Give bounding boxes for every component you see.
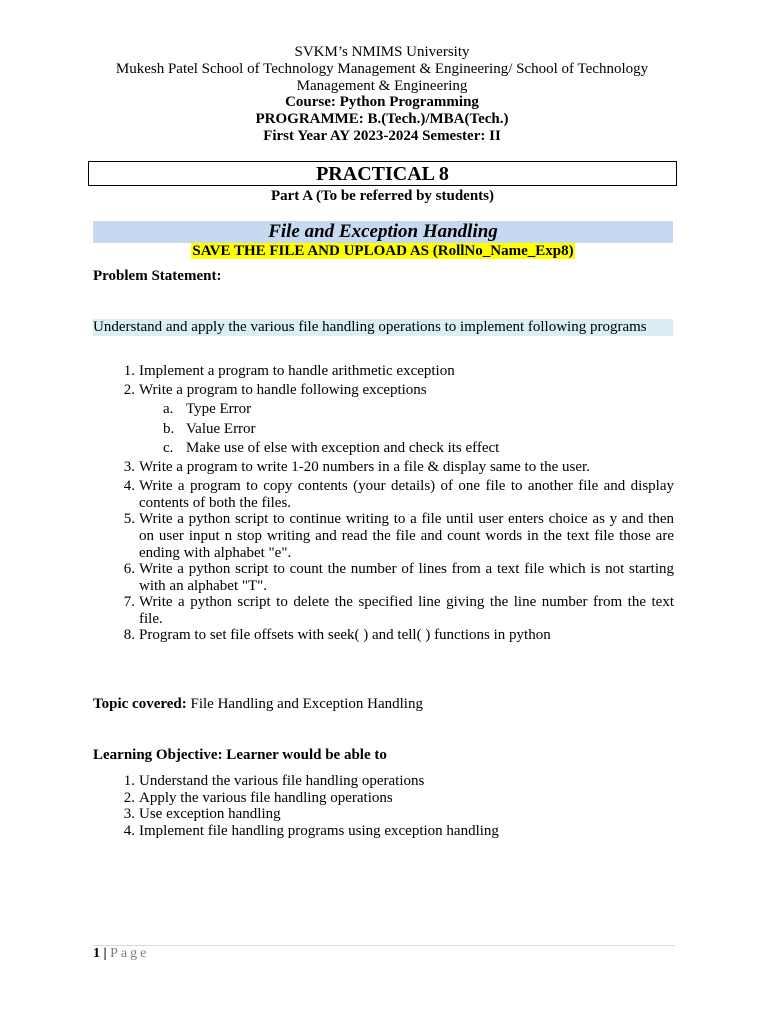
- sub-list-item-text: Make use of else with exception and check its effect: [186, 439, 500, 456]
- topic-covered-value: File Handling and Exception Handling: [190, 696, 423, 712]
- footer-separator: |: [103, 946, 107, 961]
- page-number: 1: [93, 946, 100, 961]
- list-item-text: Write a program to copy contents (your details) of one file to another file and display contents of both the files.: [139, 478, 674, 511]
- topic-title: File and Exception Handling: [93, 221, 673, 243]
- list-item-number: 4.: [123, 478, 135, 495]
- list-item-number: 8.: [123, 627, 135, 644]
- list-item-text: Use exception handling: [139, 806, 281, 823]
- list-item-number: 6.: [123, 561, 135, 578]
- list-item-number: 5.: [123, 511, 135, 528]
- list-item: [115, 806, 499, 823]
- school-name-line1: Mukesh Patel School of Technology Management & Engineering/ School of Technology: [115, 60, 649, 77]
- sub-list-item-text: Type Error: [186, 401, 252, 418]
- list-item-number: 4.: [123, 822, 135, 839]
- programme-name: PROGRAMME: B.(Tech.)/MBA(Tech.): [255, 111, 509, 128]
- list-item-number: 3.: [123, 458, 135, 475]
- problem-list: [115, 363, 674, 644]
- sub-list-item: [115, 440, 674, 457]
- footer-divider: [93, 945, 675, 946]
- list-item-text: Understand the various file handling operations: [139, 773, 425, 789]
- practical-title: PRACTICAL 8: [88, 161, 677, 186]
- list-item: [115, 561, 674, 594]
- sub-list-item-letter: c.: [163, 439, 174, 456]
- part-a-subtitle: Part A (To be referred by students): [270, 188, 495, 204]
- list-item-number: 3.: [123, 806, 135, 823]
- list-item: [115, 823, 499, 840]
- list-item-number: 2.: [123, 382, 135, 399]
- problem-statement-heading: Problem Statement:: [93, 268, 222, 284]
- page-label: Page: [110, 946, 150, 961]
- course-name: Course: Python Programming: [285, 94, 479, 111]
- list-item-number: 1.: [123, 363, 135, 379]
- school-name-line2: Management & Engineering: [296, 77, 468, 94]
- learning-objective-heading: Learning Objective: Learner would be able to: [93, 747, 387, 763]
- list-item: [115, 459, 674, 476]
- page-footer: [93, 946, 149, 962]
- list-item-text: Apply the various file handling operations: [139, 789, 393, 806]
- list-item-number: 7.: [123, 594, 135, 611]
- university-name: SVKM’s NMIMS University: [294, 44, 470, 60]
- list-item-number: 1.: [123, 773, 135, 789]
- list-item-text: Write a program to write 1-20 numbers in a file & display same to the user.: [139, 458, 590, 475]
- list-item-text: Implement a program to handle arithmetic exception: [139, 363, 455, 379]
- sub-list-item-letter: a.: [163, 401, 174, 418]
- topic-covered-label: Topic covered:: [93, 696, 187, 712]
- list-item: [115, 790, 499, 807]
- list-item-text: Write a program to handle following exceptions: [139, 382, 427, 399]
- list-item: [115, 478, 674, 511]
- sub-list-item: [115, 421, 674, 438]
- sub-list-item-text: Value Error: [186, 420, 256, 437]
- document-header: [88, 44, 676, 145]
- list-item: [115, 382, 674, 399]
- list-item: [115, 773, 499, 790]
- list-item: [115, 511, 674, 561]
- list-item-text: Write a python script to delete the specified line giving the line number from the text file.: [139, 594, 674, 627]
- academic-year: First Year AY 2023-2024 Semester: II: [263, 127, 501, 144]
- list-item-text: Write a python script to continue writing to a file until user enters choice as y and then on user input n stop writing and read the file and count words in the text file those are ending with alphabet "e".: [139, 511, 674, 561]
- sub-list-item-letter: b.: [163, 420, 175, 437]
- problem-intro: Understand and apply the various file handling operations to implement following programs: [93, 319, 673, 336]
- sub-list-item: [115, 401, 674, 418]
- save-instruction: [93, 243, 673, 260]
- list-item-number: 2.: [123, 789, 135, 806]
- list-item-text: Write a python script to count the number of lines from a text file which is not starting with an alphabet "T".: [139, 561, 674, 594]
- list-item-text: Program to set file offsets with seek( ) and tell( ) functions in python: [139, 627, 551, 644]
- learning-objective-list: [115, 773, 499, 839]
- list-item-text: Implement file handling programs using exception handling: [139, 822, 499, 839]
- list-item: [115, 363, 674, 380]
- list-item: [115, 594, 674, 627]
- topic-covered: [93, 696, 423, 713]
- list-item: [115, 627, 674, 644]
- save-instruction-highlight: SAVE THE FILE AND UPLOAD AS (RollNo_Name_Exp8): [192, 243, 574, 259]
